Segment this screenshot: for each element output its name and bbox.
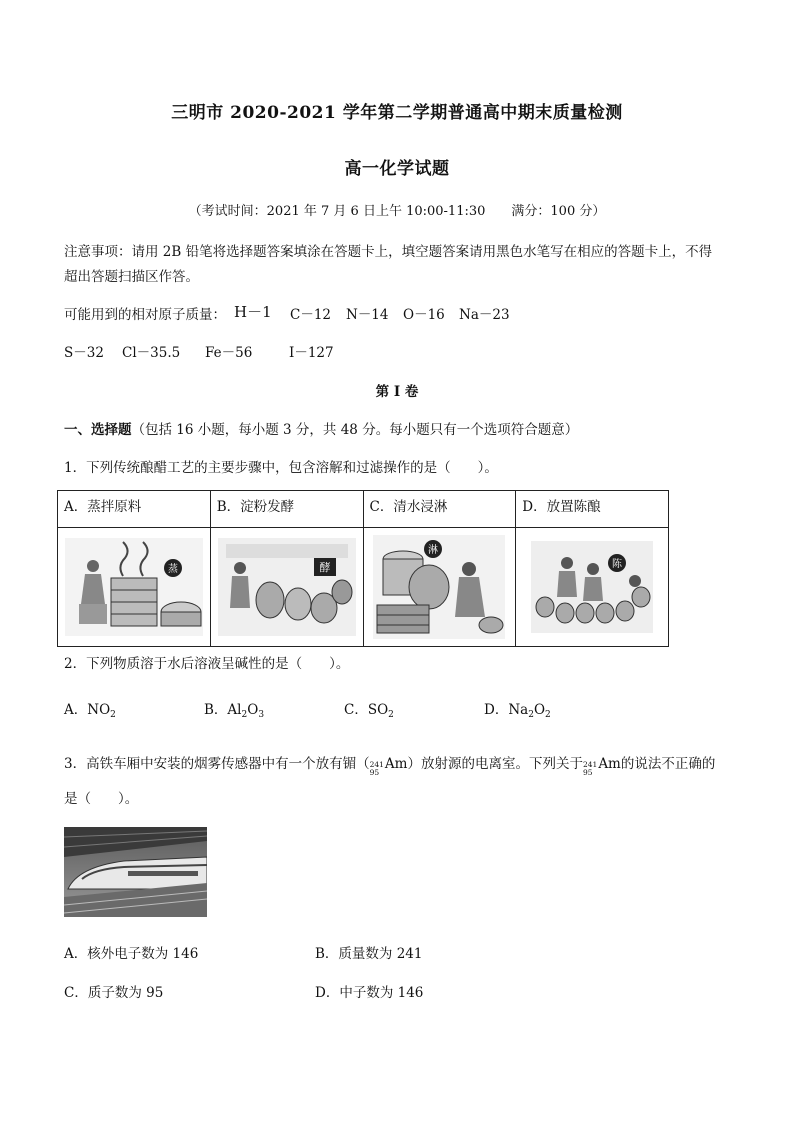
fermentation-illustration [218,538,356,636]
q1-stem: 1．下列传统酿醋工艺的主要步骤中，包含溶解和过滤操作的是（ ）。 [64,460,498,476]
q3-option-c[interactable]: C．质子数为 95 [64,985,164,1001]
q1-image-d-cell [516,528,669,647]
section-heading-rest: （包括 16 小题，每小题 3 分，共 48 分。每小题只有一个选项符合题意） [131,422,579,438]
atomic-mass-n: N－14 [346,307,389,323]
q1-option-c[interactable]: C．清水浸淋 [363,491,516,528]
q3-stem-after: 的说法不正确的 [620,756,716,772]
q2-option-b[interactable] [204,698,264,720]
seal-c: 淋 [428,545,439,556]
q2-option-c-subscript: 2 [388,710,394,720]
q2-stem: 2．下列物质溶于水后溶液呈碱性的是（ ）。 [64,656,350,672]
atomic-mass-fe: Fe－56 [205,345,253,361]
atomic-mass-c: C－12 [290,307,332,323]
q2-option-c-formula: SO [367,702,389,718]
q3-symbol-1: Am [384,756,408,772]
volume-heading: 第 I 卷 [375,384,419,400]
steaming-ingredients-illustration [65,538,203,636]
notes-line-2: 超出答题扫描区作答。 [64,269,199,285]
seal-d: 陈 [612,559,623,570]
atomic-mass-na: Na－23 [459,307,510,323]
q1-image-c-cell [363,528,516,647]
seal-b: 酵 [319,561,331,574]
aging-jars-illustration [531,541,653,633]
q2-option-b-formula-2: O [247,702,259,718]
q2-option-d-formula-1: Na [508,702,529,718]
atomic-mass-i: I－127 [289,345,334,361]
q3-symbol-2: Am [598,756,621,772]
q1-image-b-cell [210,528,363,647]
q3-atomic-number-1: 95 [369,768,380,777]
q1-image-a-cell [58,528,211,647]
q2-option-d-subscript-2: 2 [545,710,551,720]
q3-option-d[interactable]: D．中子数为 146 [315,985,424,1001]
q3-atomic-number-2: 95 [582,768,593,777]
section-heading [64,418,578,438]
q2-option-d-subscript-1: 2 [528,710,534,720]
exam-title: 三明市 2020-2021 学年第二学期普通高中期末质量检测 [171,103,623,123]
q1-option-b[interactable]: B．淀粉发酵 [210,491,363,528]
atomic-mass-h: H－1 [234,303,272,321]
q2-option-a[interactable] [64,698,116,720]
q2-option-a-subscript: 2 [110,710,116,720]
atomic-mass-s: S－32 [64,345,104,361]
exam-subtitle: 高一化学试题 [344,159,450,179]
q3-stem-line-1 [64,752,715,777]
q2-option-c-label: C． [344,702,368,718]
q2-option-d-label: D． [484,702,509,718]
q1-option-d[interactable]: D．放置陈酿 [516,491,669,528]
q2-option-b-formula-1: Al [227,702,242,718]
q2-option-a-formula: NO [87,702,111,718]
atomic-mass-o: O－16 [403,307,445,323]
q2-option-c[interactable] [344,698,394,720]
q2-option-d-formula-2: O [533,702,546,718]
exam-info: （考试时间：2021 年 7 月 6 日上午 10:00-11:30 满分：100 分） [188,204,606,219]
atomic-mass-label: 可能用到的相对原子质量： [64,307,226,323]
q3-mass-number-2: 241 [582,760,598,769]
q2-option-b-subscript-1: 2 [241,710,248,720]
q3-isotope-2 [583,761,597,777]
high-speed-train-photo [64,827,207,917]
notes-line-1: 注意事项：请用 2B 铅笔将选择题答案填涂在答题卡上，填空题答案请用黑色水笔写在相应的答题卡上，不得 [64,244,713,260]
q3-stem-middle: ）放射源的电离室。下列关于 [407,756,583,772]
q1-option-a[interactable]: A．蒸拌原料 [58,491,211,528]
rinsing-leaching-illustration [373,535,505,639]
q2-option-b-label: B． [204,702,228,718]
q3-option-a[interactable]: A．核外电子数为 146 [64,946,199,962]
q2-option-d[interactable] [484,698,551,720]
q3-option-b[interactable]: B．质量数为 241 [315,946,423,962]
q3-stem-line-2: 是（ ）。 [64,791,139,807]
seal-a: 蒸 [167,564,178,575]
q2-option-b-subscript-2: 3 [258,710,265,720]
q2-option-a-label: A． [64,702,88,718]
section-heading-bold: 一、选择题 [64,422,132,438]
q3-isotope-1 [370,761,384,777]
q3-stem-before: 3．高铁车厢中安装的烟雾传感器中有一个放有镅（ [64,756,370,772]
atomic-mass-cl: Cl－35.5 [122,345,181,361]
q3-mass-number-1: 241 [369,760,384,769]
q1-options-table [57,490,669,647]
